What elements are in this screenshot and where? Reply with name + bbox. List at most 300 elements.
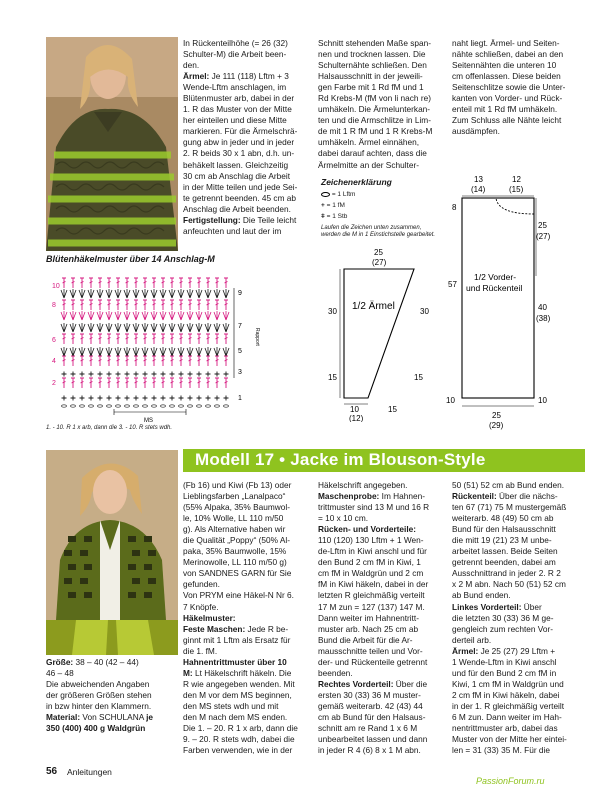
chart-stitch-mark xyxy=(152,405,157,407)
text-line: Die 1. – 20. R 1 x arb, dann die xyxy=(183,723,298,734)
text-line: schnitt am re Rand 1 x 6 M xyxy=(318,723,418,734)
dim-label: (27) xyxy=(372,258,387,267)
text-line: cm offenlassen. Diese beiden xyxy=(452,71,561,82)
chart-stitch-mark xyxy=(134,372,139,377)
text-line: nentrittmuster arb, dabei das xyxy=(452,723,558,734)
chart-stitch-mark xyxy=(79,347,85,356)
chart-stitch-mark xyxy=(161,378,165,388)
top-text-column-1 xyxy=(183,38,302,237)
text-rest: Je 25 (27) 29 Lftm + xyxy=(478,645,556,656)
dim-label: 10 xyxy=(538,396,547,405)
chart-stitch-mark xyxy=(152,334,156,344)
text-line xyxy=(183,657,306,668)
chart-stitch-mark xyxy=(79,289,85,298)
dim-label: (38) xyxy=(536,314,551,323)
chart-stitch-mark xyxy=(62,372,67,377)
section-banner xyxy=(183,449,585,472)
chart-stitch-mark xyxy=(125,356,129,366)
text-bold: Rechtes Vorderteil: xyxy=(318,678,394,689)
chart-stitch-mark xyxy=(124,311,130,320)
fertigstellung-label: Fertigstellung: xyxy=(183,214,241,225)
dim-label: 25 xyxy=(538,221,547,230)
chart-stitch-mark xyxy=(152,278,156,288)
text-bold: je xyxy=(146,712,153,723)
panel-label: 1/2 Vorder- xyxy=(474,272,517,282)
chart-stitch-mark xyxy=(107,396,112,401)
panel-label: und Rückenteil xyxy=(466,283,523,293)
chart-stitch-mark xyxy=(178,289,184,298)
text-line: 1 Wende-Lftm in Kiwi anschl xyxy=(452,656,557,667)
text-line: (55% Alpaka, 35% Baumwol- xyxy=(183,502,290,513)
chart-stitch-mark xyxy=(98,278,102,288)
chart-stitch-mark xyxy=(71,378,75,388)
chart-stitch-mark xyxy=(97,323,103,332)
chart-stitch-mark xyxy=(98,356,102,366)
text-line: umhäkeln. Die Ärmelunterkan- xyxy=(318,104,431,115)
chart-stitch-mark xyxy=(206,356,210,366)
text-line: Seitenschlitze sowie die Unter- xyxy=(452,82,566,93)
text-line: x 2 M abn. Nach 50 (51) 52 cm xyxy=(452,579,566,590)
legend-item-sc xyxy=(321,202,456,209)
text-line: gengleich zum rechten Vor- xyxy=(452,623,554,634)
chart-stitch-mark xyxy=(206,372,211,377)
chart-stitch-mark xyxy=(179,396,184,401)
text-line: Ärmelmitte an der Schulter- xyxy=(318,159,419,170)
chart-stitch-mark xyxy=(170,378,174,388)
chart-stitch-mark xyxy=(179,372,184,377)
dim-label: 13 xyxy=(474,175,483,184)
chart-stitch-mark xyxy=(61,347,67,356)
chart-stitch-mark xyxy=(71,405,76,407)
chart-stitch-mark xyxy=(80,278,84,288)
text-line: Schnitt stehenden Maße span- xyxy=(318,38,431,48)
chart-stitch-mark xyxy=(133,289,139,298)
chart-stitch-mark xyxy=(187,347,193,356)
chart-stitch-mark xyxy=(143,405,148,407)
text-line: derteil arb. xyxy=(452,634,492,645)
text-bold: Feste Maschen: xyxy=(183,623,246,634)
text-line xyxy=(183,624,306,635)
text-line: naht liegt. Ärmel- und Seiten- xyxy=(452,38,560,48)
chart-stitch-mark xyxy=(142,347,148,356)
text-line xyxy=(318,679,439,690)
chart-note: 1. - 10. R 1 x arb, dann die 3. - 10. R stets wdh. xyxy=(46,425,173,431)
text-line: Farben verwenden, wie in der xyxy=(183,745,293,756)
text-bold: M: xyxy=(183,667,193,678)
row-number: 1 xyxy=(238,395,242,402)
dim-label: (12) xyxy=(349,414,364,422)
text-line: dabei darauf achten, dass die xyxy=(318,148,427,159)
top-text-column-2 xyxy=(318,38,438,171)
text-line: die mitt 19 (21) 23 M unbe- xyxy=(452,535,552,546)
chart-stitch-mark xyxy=(125,300,129,310)
sc-symbol-icon: + xyxy=(321,202,325,209)
text-line: ten und die Armschlitze in Lim- xyxy=(318,115,431,126)
text-line: gen Farbe mit 1 Rd fM und 1 xyxy=(318,82,424,93)
chart-stitch-mark xyxy=(224,378,228,388)
text-line: cm ab Bund für den Halsaus- xyxy=(318,711,426,722)
chart-stitch-mark xyxy=(71,356,75,366)
chart-stitch-mark xyxy=(215,300,219,310)
text-line: den M vor dem MS beginnen, xyxy=(183,689,292,700)
chart-stitch-mark xyxy=(61,323,67,332)
text-line: mausschnitte teilen und Vor- xyxy=(318,645,423,656)
chart-stitch-mark xyxy=(197,405,202,407)
chart-stitch-mark xyxy=(197,300,201,310)
text-line: in der Mitte teilen und jede Sei- xyxy=(183,181,298,192)
row-number: 7 xyxy=(238,323,242,330)
chart-stitch-mark xyxy=(215,372,220,377)
chart-stitch-mark xyxy=(161,300,165,310)
chart-stitch-mark xyxy=(142,323,148,332)
dim-label: 25 xyxy=(492,411,501,420)
text-line: Die Teile leicht xyxy=(240,214,297,225)
text-line: Je 111 (118) Lftm + 3 xyxy=(209,71,289,82)
chart-stitch-mark xyxy=(125,405,130,407)
chart-stitch-mark xyxy=(71,300,75,310)
chart-stitch-mark xyxy=(179,356,183,366)
material-label: Material: xyxy=(46,712,81,723)
section-title: Modell 17 • Jacke im Blouson-Style xyxy=(195,450,486,469)
text-line: in jeder R 4 (6) 8 x 1 M abn. xyxy=(318,745,421,756)
symbol-legend xyxy=(321,177,456,240)
text-bold: Hahnentrittmuster über 10 xyxy=(183,656,287,667)
dim-label: 40 xyxy=(538,303,547,312)
ms-label: MS xyxy=(144,418,153,424)
chart-stitch-mark xyxy=(115,323,121,332)
chart-stitch-mark xyxy=(197,278,201,288)
dc-symbol-icon: ǂ xyxy=(321,213,325,220)
chart-stitch-mark xyxy=(133,347,139,356)
chart-stitch-mark xyxy=(116,334,120,344)
dim-label: 30 xyxy=(420,307,429,316)
chart-stitch-mark xyxy=(98,378,102,388)
chart-stitch-mark xyxy=(160,347,166,356)
chart-stitch-mark xyxy=(98,300,102,310)
chart-stitch-mark xyxy=(196,311,202,320)
chart-stitch-mark xyxy=(215,278,219,288)
chart-stitch-mark xyxy=(152,356,156,366)
chart-stitch-mark xyxy=(196,323,202,332)
legend-title: Zeichenerklärung xyxy=(321,177,392,187)
text-line: gefunden. xyxy=(183,579,220,590)
text-line: te getrennt beenden. 45 cm ab xyxy=(183,192,297,203)
text-line: Anschlag die Arbeit beenden. xyxy=(183,203,291,214)
text-line: ginnt mit 1 Lftm als Ersatz für xyxy=(183,634,291,645)
text-line: nen und trocknen lassen. Die xyxy=(318,49,426,60)
chart-stitch-mark xyxy=(62,378,66,388)
chain-symbol-icon xyxy=(321,192,330,197)
chart-stitch-mark xyxy=(143,278,147,288)
chart-stitch-mark xyxy=(178,311,184,320)
chart-stitch-mark xyxy=(143,334,147,344)
text-line: den Bund 2 cm fM in Kiwi, 1 xyxy=(318,557,421,568)
text-line xyxy=(183,613,306,624)
chart-stitch-mark xyxy=(125,334,129,344)
text-line: len = 31 (33) 35 M. Für die xyxy=(452,745,550,756)
chart-stitch-mark xyxy=(188,372,193,377)
chart-stitch-mark xyxy=(224,372,229,377)
text-bold: Häkelmuster: xyxy=(183,612,236,623)
chart-stitch-mark xyxy=(133,311,139,320)
text-line: Kiwi, 1 cm fM in Waldgrün und xyxy=(452,678,564,689)
text-bold: Maschenprobe: xyxy=(318,491,380,502)
chart-stitch-mark xyxy=(223,289,229,298)
size-value-2: 46 – 48 xyxy=(46,668,74,679)
text-line: 110 (120) 130 Lftm + 1 Wen- xyxy=(318,535,424,546)
text-line: ersten 30 (33) 36 M muster- xyxy=(318,689,421,700)
chart-stitch-mark xyxy=(160,311,166,320)
chart-stitch-mark xyxy=(88,289,94,298)
chart-stitch-mark xyxy=(205,311,211,320)
row-number: 5 xyxy=(238,348,242,355)
text-line: letzten R gleichmäßig verteilt xyxy=(318,590,425,601)
row-number: 2 xyxy=(52,380,56,387)
chart-stitch-mark xyxy=(142,311,148,320)
text-line: Rd Krebs-M (fM von li nach re) xyxy=(318,93,431,104)
chart-stitch-mark xyxy=(88,347,94,356)
text-line: Ausschnittrand in jeder 2. R 2 xyxy=(452,568,561,579)
sleeve-label: 1/2 Ärmel xyxy=(352,301,395,312)
text-line: 30 cm ab Anschlag die Arbeit xyxy=(183,170,291,181)
chart-stitch-mark xyxy=(223,323,229,332)
chart-stitch-mark xyxy=(152,372,157,377)
legend-label: = 1 fM xyxy=(326,202,345,209)
chart-stitch-mark xyxy=(152,300,156,310)
site-watermark: PassionForum.ru xyxy=(476,776,545,786)
text-line: paka, 35% Baumwolle, 15% xyxy=(183,546,287,557)
chart-stitch-mark xyxy=(62,278,66,288)
chart-stitch-mark xyxy=(151,347,157,356)
text-line: markieren. Für die Ärmelschrä- xyxy=(183,126,298,137)
chart-stitch-mark xyxy=(169,289,175,298)
dim-label: 25 xyxy=(374,248,383,257)
dim-label: 30 xyxy=(328,307,337,316)
text-line: Von SCHULANA xyxy=(80,712,147,723)
chart-stitch-mark xyxy=(152,396,157,401)
text-line xyxy=(318,491,439,502)
text-line: 7 Knöpfe. xyxy=(183,601,219,612)
chart-stitch-mark xyxy=(80,372,85,377)
text-line: Dann weiter im Hahnentritt- xyxy=(318,612,419,623)
chart-stitch-mark xyxy=(143,356,147,366)
chart-stitch-mark xyxy=(170,278,174,288)
row-number: 10 xyxy=(52,283,60,290)
chart-stitch-mark xyxy=(98,334,102,344)
chart-stitch-mark xyxy=(196,289,202,298)
chart-stitch-mark xyxy=(70,311,76,320)
text-line: enteil mit 1 Rd fM umhäkeln. xyxy=(452,104,558,115)
text-line: muster arb. Nach 25 cm ab xyxy=(318,623,419,634)
text-line: trittmuster sind 13 M und 16 R xyxy=(318,502,430,513)
chart-stitch-mark xyxy=(161,278,165,288)
text-line: cm fM in Waldgrün und 2 cm xyxy=(318,568,424,579)
chart-stitch-mark xyxy=(205,347,211,356)
text-line: behäkelt lassen. Gleichzeitig xyxy=(183,159,289,170)
chart-stitch-mark xyxy=(178,347,184,356)
legend-note-line: Laufen die Zeichen unten zusammen, xyxy=(321,225,422,231)
size-value: 38 – 40 (42 – 44) xyxy=(73,657,139,667)
text-rest: Über die xyxy=(393,678,428,689)
text-line: Merinowolle, LL 110 m/50 g) xyxy=(183,557,287,568)
chart-stitch-mark xyxy=(70,289,76,298)
dim-label: 15 xyxy=(328,373,337,382)
dim-label: 12 xyxy=(512,175,521,184)
text-line: die Qualität „Poppy“ (50% Al- xyxy=(183,535,290,546)
dim-label: (15) xyxy=(509,185,524,194)
chart-stitch-mark xyxy=(188,300,192,310)
bottom-text-column-2 xyxy=(183,480,306,756)
chart-stitch-mark xyxy=(197,372,202,377)
chart-stitch-mark xyxy=(61,311,67,320)
row-number: 9 xyxy=(238,290,242,297)
chart-stitch-mark xyxy=(224,278,228,288)
legend-label: = 1 Stb xyxy=(326,213,348,220)
chart-stitch-mark xyxy=(61,289,67,298)
chart-stitch-mark xyxy=(170,405,175,407)
text-line: 2 cm fM in Kiwi häkeln, dabei xyxy=(452,689,560,700)
dim-label: 15 xyxy=(414,373,423,382)
text-line: in der 1. R gleichmäßig verteilt xyxy=(452,700,565,711)
chart-stitch-mark xyxy=(124,323,130,332)
text-line: in bzw hinter den Klammern. xyxy=(46,701,152,712)
text-line: = 10 x 10 cm. xyxy=(318,513,369,524)
bottom-text-column-1 xyxy=(46,657,178,734)
chart-stitch-mark xyxy=(115,289,121,298)
chart-stitch-mark xyxy=(115,311,121,320)
chart-stitch-mark xyxy=(89,356,93,366)
text-line: den MS stets wdh und mit xyxy=(183,700,279,711)
chart-stitch-mark xyxy=(151,289,157,298)
dim-label: (14) xyxy=(471,185,486,194)
chart-stitch-mark xyxy=(196,347,202,356)
chart-stitch-mark xyxy=(179,300,183,310)
chart-stitch-mark xyxy=(170,334,174,344)
legend-note xyxy=(321,225,456,240)
text-line xyxy=(452,646,574,657)
chart-stitch-mark xyxy=(214,311,220,320)
text-line: von SANDNES GARN für Sie xyxy=(183,568,292,579)
chart-stitch-mark xyxy=(169,347,175,356)
size-label: Größe: xyxy=(46,657,74,667)
chart-stitch-mark xyxy=(80,378,84,388)
text-line: unbearbeitet lassen und dann xyxy=(318,734,428,745)
chart-stitch-mark xyxy=(214,289,220,298)
chart-stitch-mark xyxy=(197,378,201,388)
chart-stitch-mark xyxy=(116,278,120,288)
chart-stitch-mark xyxy=(161,356,165,366)
chart-stitch-mark xyxy=(97,289,103,298)
chart-stitch-mark xyxy=(169,311,175,320)
top-text-column-3 xyxy=(452,38,572,137)
chart-stitch-mark xyxy=(169,323,175,332)
text-line: kanten von Vorder- und Rück- xyxy=(452,93,563,104)
text-line: de-Lftm in Kiwi anschl und für xyxy=(318,546,427,557)
chart-stitch-mark xyxy=(116,372,121,377)
legend-note-line: werden die M in 1 Einstichstelle gearbeitet. xyxy=(321,232,436,239)
chart-stitch-mark xyxy=(125,372,130,377)
armel-label: Ärmel: xyxy=(183,71,210,82)
chart-stitch-mark xyxy=(215,334,219,344)
row-number: 4 xyxy=(52,358,56,365)
chart-stitch-mark xyxy=(188,396,193,401)
chart-stitch-mark xyxy=(160,323,166,332)
dim-label: 57 xyxy=(448,280,457,289)
chart-stitch-mark xyxy=(161,405,166,407)
chart-stitch-mark xyxy=(224,334,228,344)
text-line: In Rückenteilhöhe (= 26 (32) xyxy=(183,38,288,48)
chart-stitch-mark xyxy=(143,300,147,310)
chart-stitch-mark xyxy=(206,278,210,288)
chart-stitch-mark xyxy=(134,378,138,388)
model-photo-sweater xyxy=(46,37,178,251)
chart-stitch-mark xyxy=(125,278,129,288)
chart-stitch-mark xyxy=(187,323,193,332)
chart-stitch-mark xyxy=(89,396,94,401)
chart-stitch-mark xyxy=(80,300,84,310)
chart-stitch-mark xyxy=(205,323,211,332)
chart-stitch-mark xyxy=(205,289,211,298)
chart-stitch-mark xyxy=(178,323,184,332)
chart-stitch-mark xyxy=(107,334,111,344)
chart-stitch-mark xyxy=(125,378,129,388)
crochet-chart xyxy=(46,266,290,426)
chart-stitch-mark xyxy=(143,378,147,388)
text-rest: Über xyxy=(521,601,542,612)
text-line: Die abweichenden Angaben xyxy=(46,679,150,690)
chart-stitch-mark xyxy=(133,323,139,332)
rapport-label: Rapport xyxy=(254,328,260,346)
text-line: und für den Bund 2 cm fM in xyxy=(452,667,557,678)
text-line xyxy=(452,602,574,613)
text-line: weiterarb. 48 (49) 50 cm ab xyxy=(452,513,554,524)
text-line: die 1. fM. xyxy=(183,645,218,656)
chart-stitch-mark xyxy=(62,300,66,310)
text-line: Halsausschnitt in der jeweili- xyxy=(318,71,423,82)
text-line: die letzten 30 (33) 36 M ge- xyxy=(452,612,554,623)
text-rest: Im Hahnen- xyxy=(379,491,425,502)
chart-stitch-mark xyxy=(62,356,66,366)
text-line: 2. R beids 30 x 1 abn, d.h. un- xyxy=(183,148,295,159)
text-line: ten 67 (71) 75 M mustergemäß xyxy=(452,502,567,513)
chart-stitch-mark xyxy=(215,378,219,388)
text-line: Wende-Lftm anschlagen, im xyxy=(183,82,287,93)
text-line: den. xyxy=(183,60,200,71)
text-line xyxy=(318,524,439,535)
legend-item-chain xyxy=(321,191,456,198)
chart-stitch-mark xyxy=(179,278,183,288)
chart-stitch-mark xyxy=(188,334,192,344)
chart-stitch-mark xyxy=(160,289,166,298)
text-line: Seitennähten die unteren 10 xyxy=(452,60,557,71)
body-schematic xyxy=(444,172,574,434)
chart-stitch-mark xyxy=(170,396,175,401)
text-bold: Rücken- und Vorderteile: xyxy=(318,524,417,535)
chart-stitch-mark xyxy=(62,396,67,401)
text-bold: Ärmel: xyxy=(452,645,479,656)
text-line: den M nach dem MS enden. xyxy=(183,711,288,722)
chart-stitch-mark xyxy=(89,334,93,344)
chart-stitch-mark xyxy=(89,278,93,288)
chart-stitch-mark xyxy=(215,356,219,366)
chart-stitch-mark xyxy=(170,372,175,377)
footer-label: Anleitungen xyxy=(67,767,112,777)
chart-stitch-mark xyxy=(143,396,148,401)
text-line: ausdämpfen. xyxy=(452,126,500,137)
row-number: 6 xyxy=(52,337,56,344)
chart-stitch-mark xyxy=(116,356,120,366)
chart-title: Blütenhäkelmuster über 14 Anschlag-M xyxy=(46,254,215,264)
